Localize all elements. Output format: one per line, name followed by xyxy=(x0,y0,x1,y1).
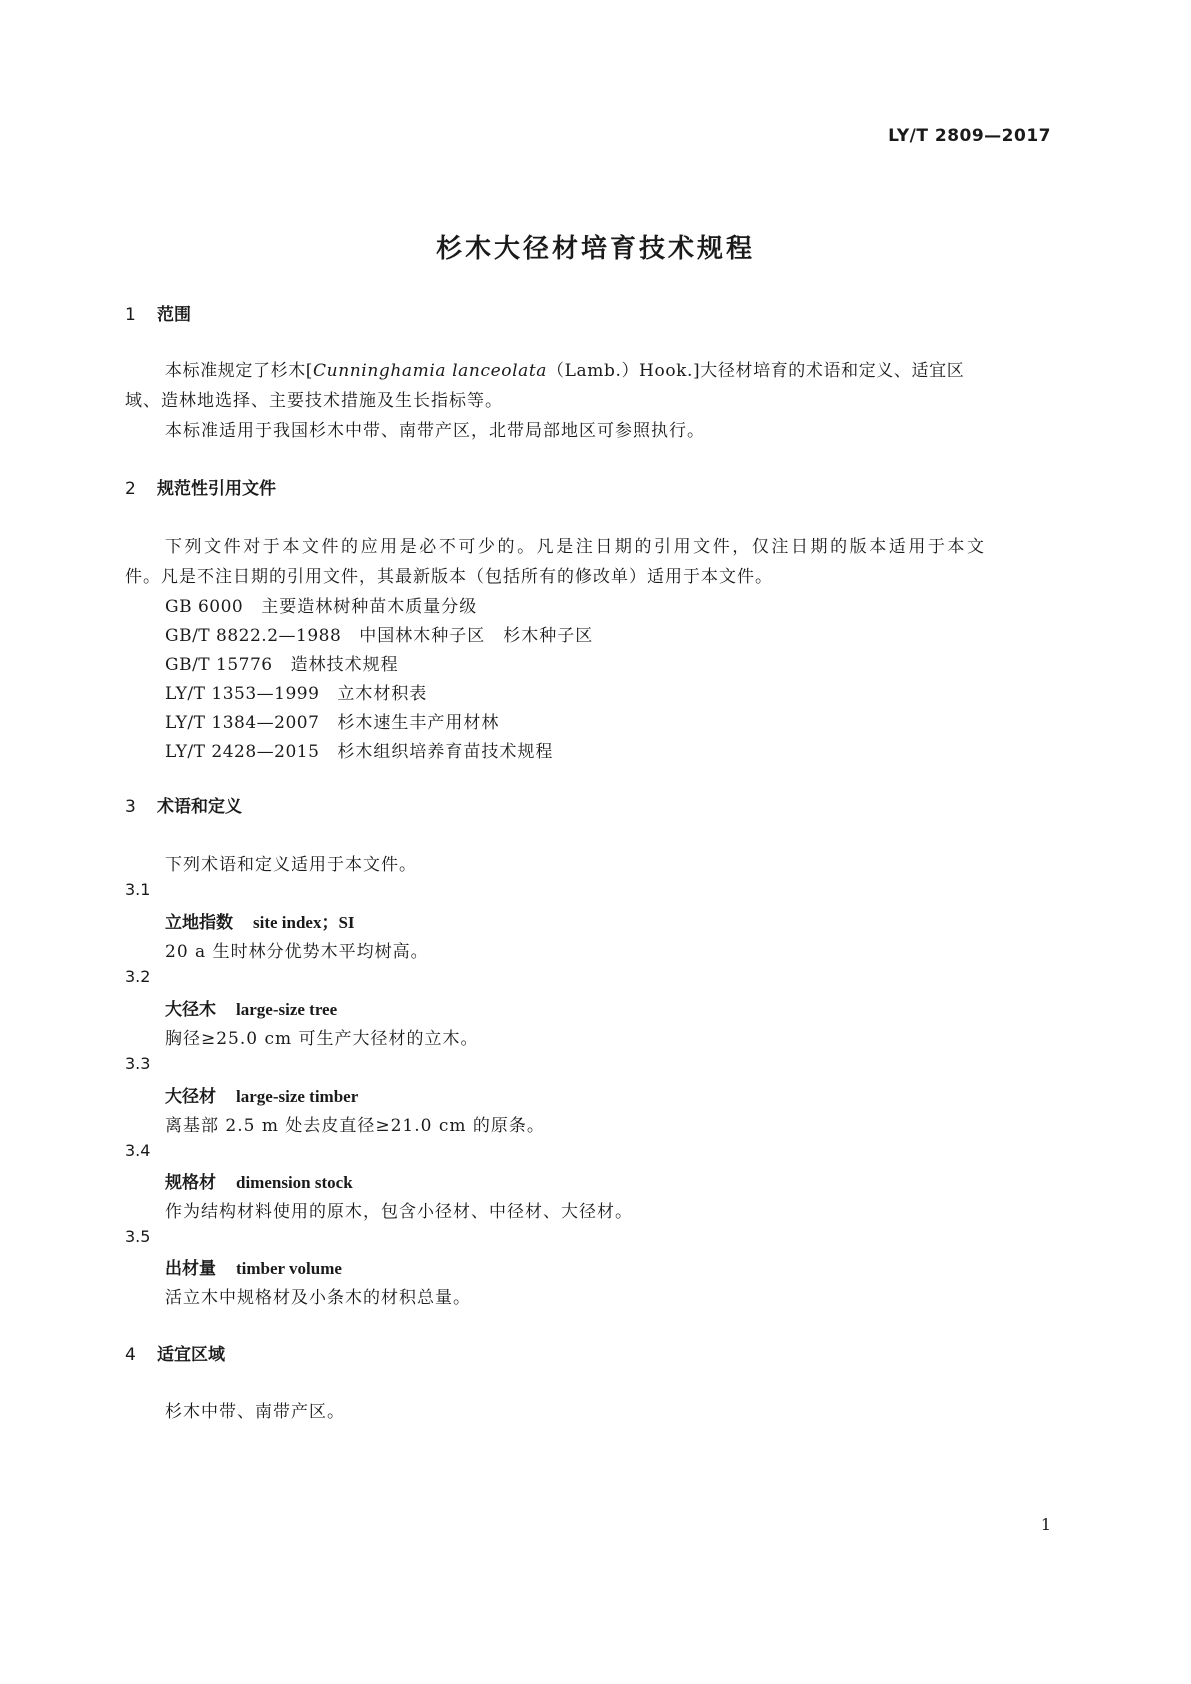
term-english: timber volume xyxy=(236,1259,342,1278)
section-1-heading xyxy=(125,300,191,325)
term-english: dimension stock xyxy=(236,1173,353,1192)
term-entry xyxy=(165,1082,358,1107)
term-chinese: 立地指数 xyxy=(165,913,233,933)
section-4-heading xyxy=(125,1340,225,1365)
reference-item xyxy=(165,592,477,617)
section-title: 术语和定义 xyxy=(157,797,242,817)
term-english: large-size timber xyxy=(236,1087,359,1106)
standard-code: LY/T 2809—2017 xyxy=(888,126,1051,146)
reference-code: LY/T 1384—2007 xyxy=(165,713,320,733)
scope-paragraph-line-2: 域、造林地选择、主要技术措施及生长指标等。 xyxy=(125,391,503,411)
term-definition: 活立木中规格材及小条木的材积总量。 xyxy=(165,1288,471,1308)
section-title: 规范性引用文件 xyxy=(157,479,276,499)
reference-title: 造林技术规程 xyxy=(290,655,399,675)
reference-item xyxy=(165,650,399,675)
reference-item xyxy=(165,708,499,733)
clause-number: 3.5 xyxy=(125,1227,151,1246)
references-intro-line-2: 件。凡是不注日期的引用文件，其最新版本（包括所有的修改单）适用于本文件。 xyxy=(125,567,773,587)
document-title: 杉木大径材培育技术规程 xyxy=(435,234,755,264)
reference-item xyxy=(165,679,427,704)
reference-title: 主要造林树种苗木质量分级 xyxy=(261,597,478,617)
term-entry xyxy=(165,1168,353,1193)
scope-paragraph-line-1 xyxy=(165,356,964,381)
reference-item xyxy=(165,737,553,762)
reference-code: LY/T 2428—2015 xyxy=(165,742,320,762)
term-entry xyxy=(165,995,337,1020)
term-definition: 离基部 2.5 m 处去皮直径≥21.0 cm 的原条。 xyxy=(165,1116,545,1136)
reference-title: 中国林木种子区 杉木种子区 xyxy=(359,626,594,646)
reference-code: LY/T 1353—1999 xyxy=(165,684,320,704)
term-definition: 胸径≥25.0 cm 可生产大径材的立木。 xyxy=(165,1029,479,1049)
region-text: 杉木中带、南带产区。 xyxy=(165,1402,345,1422)
term-chinese: 大径木 xyxy=(165,1000,216,1020)
term-definition: 作为结构材料使用的原木，包含小径材、中径材、大径材。 xyxy=(165,1202,633,1222)
term-english: site index；SI xyxy=(253,913,355,932)
section-number: 1 xyxy=(125,305,136,325)
term-entry xyxy=(165,908,355,933)
section-3-heading xyxy=(125,792,242,817)
reference-title: 杉木组织培养育苗技术规程 xyxy=(337,742,554,762)
reference-item xyxy=(165,621,593,646)
term-chinese: 出材量 xyxy=(165,1259,216,1279)
clause-number: 3.3 xyxy=(125,1054,151,1073)
reference-code: GB/T 15776 xyxy=(165,655,273,675)
terms-intro: 下列术语和定义适用于本文件。 xyxy=(165,855,417,875)
reference-code: GB/T 8822.2—1988 xyxy=(165,626,342,646)
section-number: 3 xyxy=(125,797,136,817)
reference-code: GB 6000 xyxy=(165,597,244,617)
latin-species-name: Cunninghamia lanceolata xyxy=(313,361,548,381)
clause-number: 3.2 xyxy=(125,967,151,986)
term-chinese: 规格材 xyxy=(165,1173,216,1193)
section-number: 2 xyxy=(125,479,136,499)
scope-text-start: 本标准规定了杉木[ xyxy=(165,361,314,381)
references-intro-line-1: 下列文件对于本文件的应用是必不可少的。凡是注日期的引用文件，仅注日期的版本适用于本文 xyxy=(165,537,985,557)
section-number: 4 xyxy=(125,1345,136,1365)
clause-number: 3.4 xyxy=(125,1141,151,1160)
section-title: 范围 xyxy=(157,305,191,325)
term-definition: 20 a 生时林分优势木平均树高。 xyxy=(165,942,429,962)
term-chinese: 大径材 xyxy=(165,1087,216,1107)
term-english: large-size tree xyxy=(236,1000,338,1019)
scope-text-end: （Lamb.）Hook.]大径材培育的术语和定义、适宜区 xyxy=(547,361,965,381)
page-number: 1 xyxy=(1040,1515,1051,1534)
term-entry xyxy=(165,1254,342,1279)
scope-paragraph-2: 本标准适用于我国杉木中带、南带产区，北带局部地区可参照执行。 xyxy=(165,421,705,441)
clause-number: 3.1 xyxy=(125,880,151,899)
section-title: 适宜区域 xyxy=(157,1345,225,1365)
reference-title: 立木材积表 xyxy=(337,684,428,704)
reference-title: 杉木速生丰产用材林 xyxy=(337,713,500,733)
section-2-heading xyxy=(125,474,276,499)
